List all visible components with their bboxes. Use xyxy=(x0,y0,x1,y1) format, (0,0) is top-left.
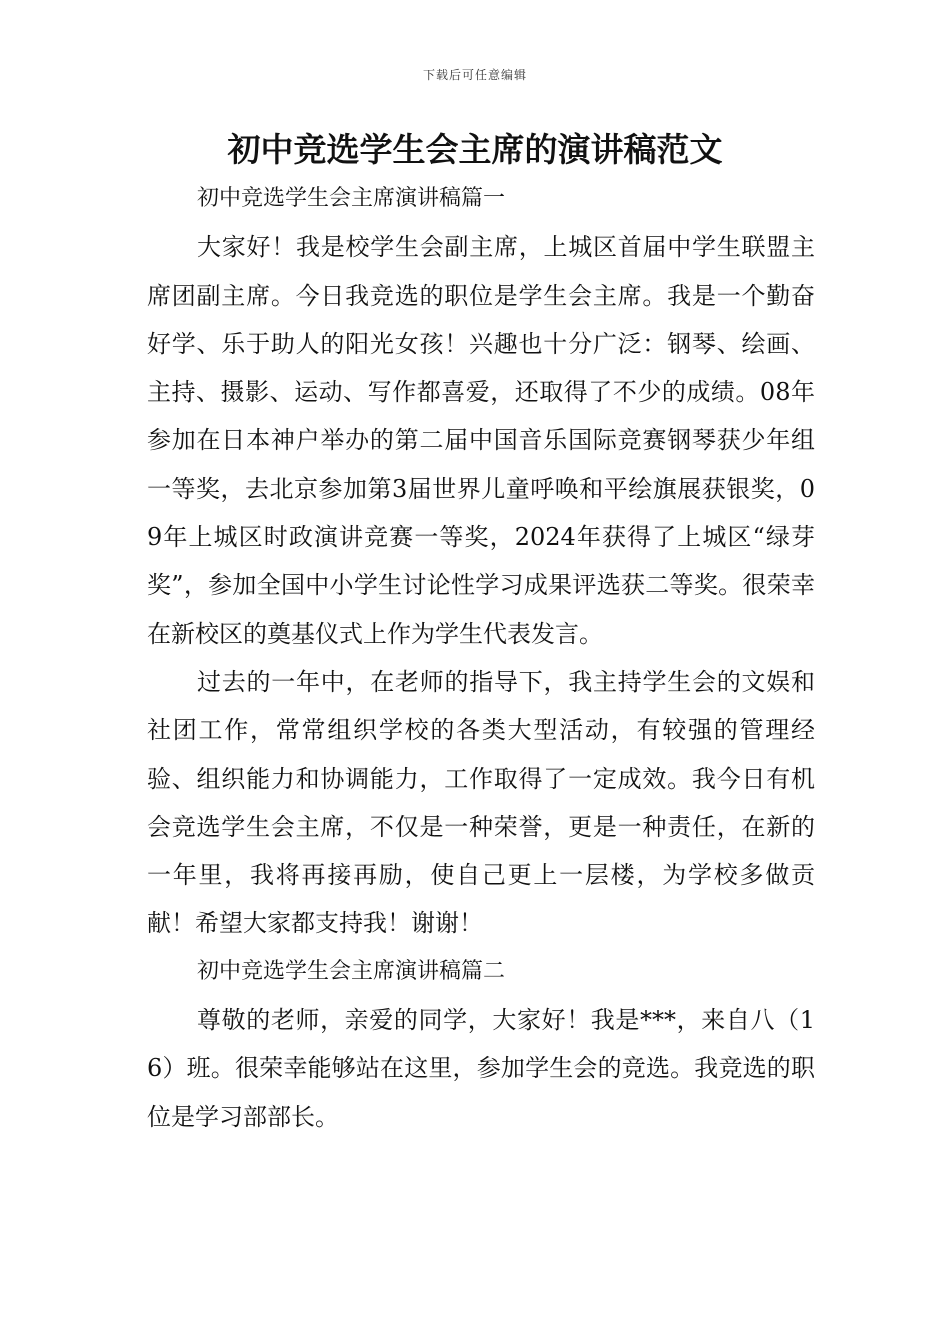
paragraph-2: 过去的一年中，在老师的指导下，我主持学生会的文娱和社团工作，常常组织学校的各类大型活动，有较强的管理经验、组织能力和协调能力，工作取得了一定成效。我今日有机会竞选学生会主席，不仅是一种荣誉，更是一种责任，在新的一年里，我将再接再励，使自己更上一层楼，为学校多做贡献！希望大家都支持我！谢谢！ xyxy=(147,667,815,938)
section-heading-1: 初中竞选学生会主席演讲稿篇一 xyxy=(197,186,506,211)
page-title: 初中竞选学生会主席的演讲稿范文 xyxy=(227,130,723,169)
paragraph-1: 大家好！我是校学生会副主席，上城区首届中学生联盟主席团副主席。今日我竞选的职位是学生会主席。我是一个勤奋好学、乐于助人的阳光女孩！兴趣也十分广泛：钢琴、绘画、主持、摄影、运动、写作都喜爱，还取得了不少的成绩。08年参加在日本神户举办的第二届中国音乐国际竞赛钢琴获少年组一等奖，去北京参加第3届世界儿童呼唤和平绘旗展获银奖，09年上城区时政演讲竞赛一等奖，2024年获得了上城区“绿芽奖”，参加全国中小学生讨论性学习成果评选获二等奖。很荣幸在新校区的奠基仪式上作为学生代表发言。 xyxy=(147,233,815,648)
document-body xyxy=(147,175,815,1141)
section-heading-2: 初中竞选学生会主席演讲稿篇二 xyxy=(197,958,506,984)
paragraph-3: 尊敬的老师，亲爱的同学，大家好！我是***，来自八（16）班。很荣幸能够站在这里，参加学生会的竞选。我竞选的职位是学习部部长。 xyxy=(147,1006,815,1131)
header-note: 下载后可任意编辑 xyxy=(422,68,527,82)
